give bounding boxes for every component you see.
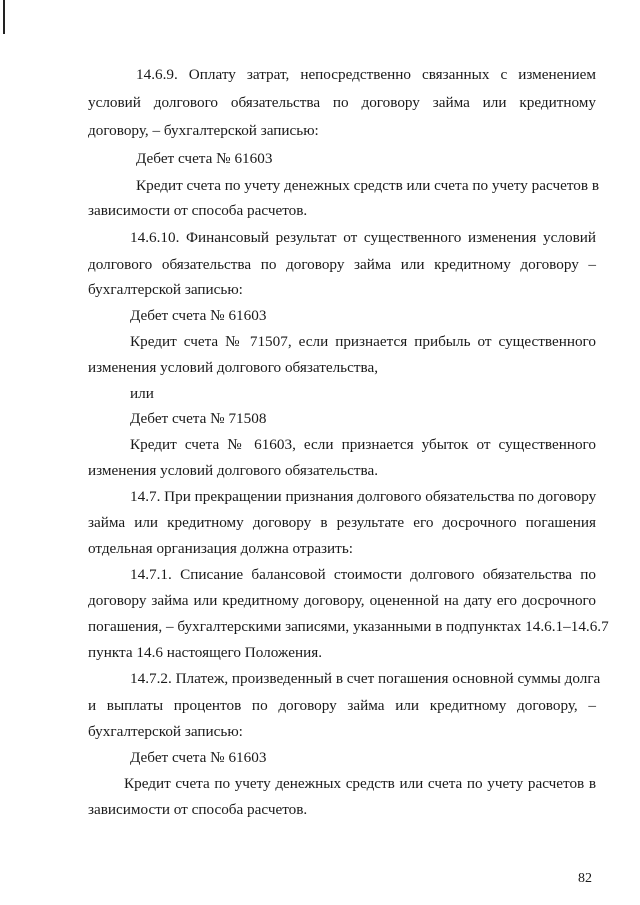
credit-cash-line-2: зависимости от способа расчетов. [88,202,308,219]
credit-cash-line-1: Кредит счета по учету денежных средств или счета по учету расчетов в [124,775,596,792]
credit-cash-line-1: Кредит счета по учету денежных средств или счета по учету расчетов в [136,177,599,194]
para-14-6-10-line-1: 14.6.10. Финансовый результат от существенного изменения условий [130,229,596,246]
credit-61603-line-1: Кредит счета № 61603, если признается убыток от существенного [130,436,596,453]
credit-71507-line-1: Кредит счета № 71507, если признается прибыль от существенного [130,333,596,350]
para-14-7-2-line-2: и выплаты процентов по договору займа или кредитному договору, – [88,697,596,714]
para-14-6-10-line-2: долгового обязательства по договору займа или кредитному договору – [88,256,596,273]
para-14-7-2-line-1: 14.7.2. Платеж, произведенный в счет погашения основной суммы долга [130,670,601,687]
page-number: 82 [578,871,592,886]
debit-61603-entry: Дебет счета № 61603 [130,749,267,766]
para-14-7-1-line-2: договору займа или кредитному договору, оцененной на дату его досрочного [88,592,596,609]
or-separator: или [130,385,154,402]
para-14-6-9-line-1: 14.6.9. Оплату затрат, непосредственно связанных с изменением [136,66,596,83]
credit-61603-line-2: изменения условий долгового обязательства. [88,462,378,479]
para-14-7-1-line-3: погашения, – бухгалтерскими записями, указанными в подпунктах 14.6.1–14.6.7 [88,618,609,635]
para-14-6-10-line-3: бухгалтерской записью: [88,281,243,298]
para-14-7-line-2: займа или кредитному договору в результате его досрочного погашения [88,514,596,531]
debit-61603-entry: Дебет счета № 61603 [130,307,267,324]
para-14-6-9-line-3: договору, – бухгалтерской записью: [88,122,319,139]
para-14-6-9-line-2: условий долгового обязательства по договору займа или кредитному [88,94,596,111]
credit-71507-line-2: изменения условий долгового обязательства, [88,359,378,376]
debit-61603-entry: Дебет счета № 61603 [136,150,273,167]
para-14-7-2-line-3: бухгалтерской записью: [88,723,243,740]
para-14-7-1-line-1: 14.7.1. Списание балансовой стоимости долгового обязательства по [130,566,596,583]
para-14-7-line-1: 14.7. При прекращении признания долгового обязательства по договору [130,488,597,505]
para-14-7-1-line-4: пункта 14.6 настоящего Положения. [88,644,323,661]
debit-71508-entry: Дебет счета № 71508 [130,410,267,427]
credit-cash-line-2: зависимости от способа расчетов. [88,801,308,818]
para-14-7-line-3: отдельная организация должна отразить: [88,540,353,557]
